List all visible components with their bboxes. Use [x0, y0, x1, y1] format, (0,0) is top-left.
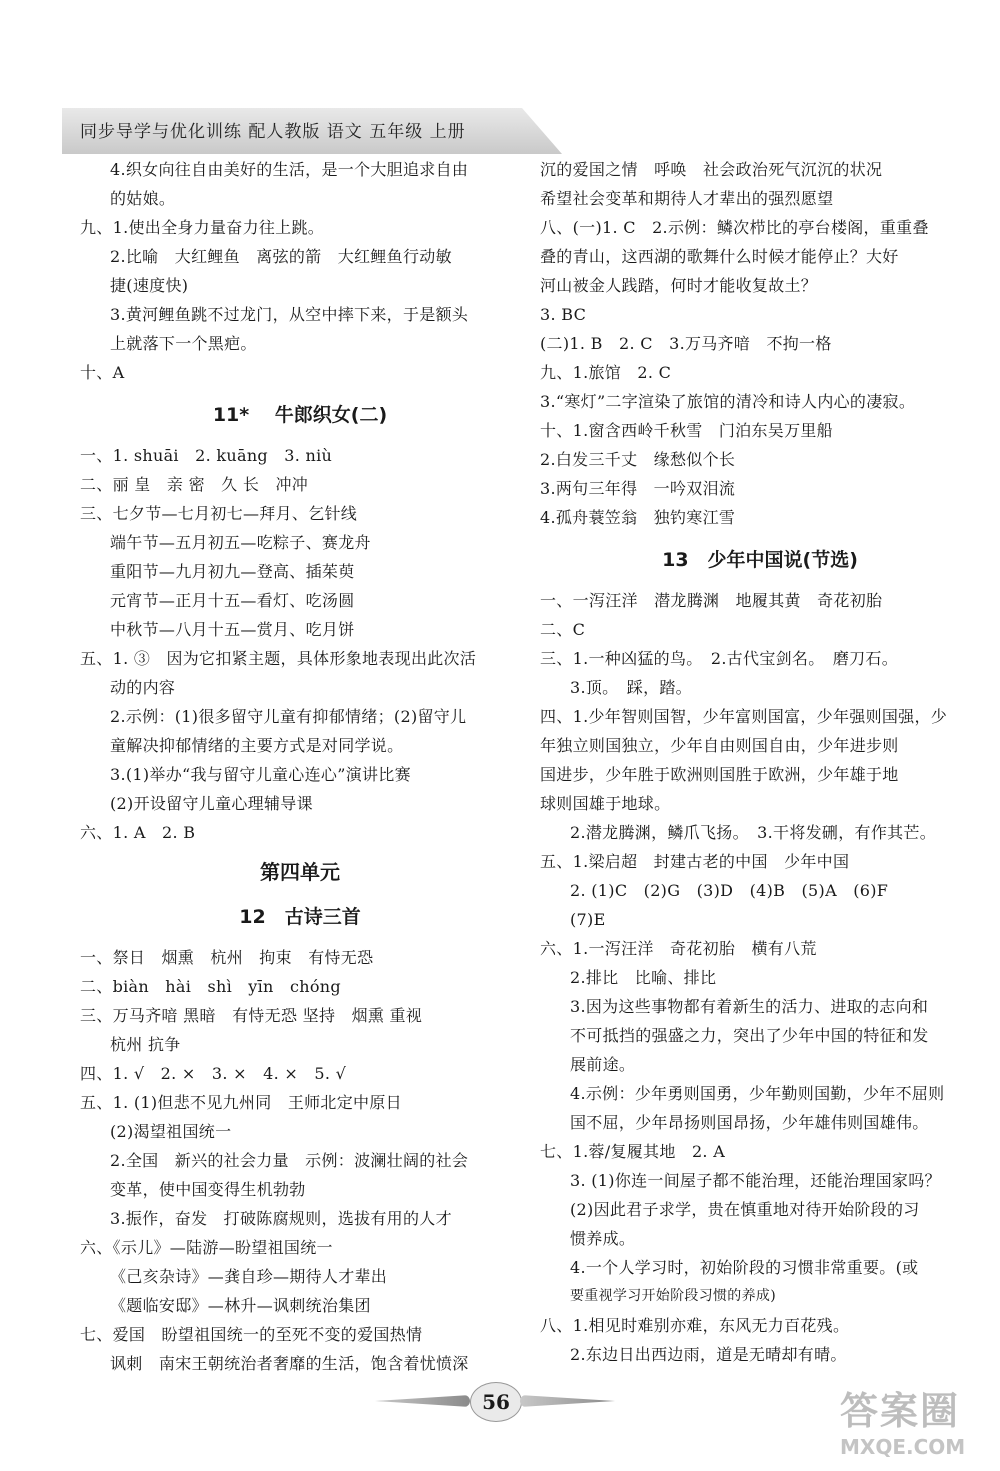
answer-line: (2)渴望祖国统一 — [110, 1122, 232, 1141]
answer-line: 3.两句三年得 一吟双泪流 — [540, 479, 736, 498]
watermark — [840, 1380, 990, 1460]
answer-line: 童解决抑郁情绪的主要方式是对同学说。 — [110, 736, 404, 755]
watermark-url: MXQE.COM — [840, 1435, 966, 1459]
answer-line: (7)E — [570, 910, 606, 929]
page-footer — [375, 1382, 615, 1420]
answer-line: 4.织女向往自由美好的生活，是一个大胆追求自由 — [110, 160, 469, 179]
answer-line: 4.孤舟蓑笠翁 独钓寒江雪 — [540, 508, 736, 527]
answer-line: 3.(1)举办“我与留守儿童心连心”演讲比赛 — [110, 765, 411, 784]
answer-line: 三、七夕节—七月初七—拜月、乞针线 — [80, 504, 358, 523]
answer-line: 七、爱国 盼望祖国统一的至死不变的爱国热情 — [80, 1325, 423, 1344]
answer-line: 五、1. ③ 因为它扣紧主题，具体形象地表现出此次活 — [80, 649, 477, 668]
answer-line: 十、1.窗含西岭千秋雪 门泊东吴万里船 — [540, 421, 833, 440]
answer-line: 3. BC — [540, 305, 587, 324]
answer-line: 不可抵挡的强盛之力，突出了少年中国的特征和发 — [570, 1026, 929, 1045]
answer-line: 捷(速度快) — [110, 276, 189, 295]
answer-line: 2.比喻 大红鲤鱼 离弦的箭 大红鲤鱼行动敏 — [110, 247, 452, 266]
left-column — [80, 155, 520, 1378]
answer-line: 变革，使中国变得生机勃勃 — [110, 1180, 306, 1199]
answer-line: 杭州 抗争 — [110, 1035, 181, 1054]
answer-line: 六、1. A 2. B — [80, 823, 196, 842]
answer-line: 2.白发三千丈 缘愁似个长 — [540, 450, 736, 469]
answer-line: 元宵节—正月十五—看灯、吃汤圆 — [110, 591, 355, 610]
answer-line: 国不屈，少年昂扬则国昂扬，少年雄伟则国雄伟。 — [570, 1113, 929, 1132]
answer-line: 3.顶。 踩，踏。 — [570, 678, 692, 697]
answer-line: 一、一泻汪洋 潜龙腾渊 地履其黄 奇花初胎 — [540, 591, 883, 610]
lesson-heading: 13 少年中国说(节选) — [662, 549, 858, 571]
answer-line: 2.东边日出西边雨，道是无晴却有晴。 — [570, 1345, 847, 1364]
answer-line: 叠的青山，这西湖的歌舞什么时候才能停止？大好 — [540, 247, 899, 266]
answer-line: 上就落下一个黑疤。 — [110, 334, 257, 353]
answer-line: 六、1.一泻汪洋 奇花初胎 横有八荒 — [540, 939, 817, 958]
answer-line: 年独立则国独立，少年自由则国自由，少年进步则 — [540, 736, 899, 755]
footer-ornament-right — [520, 1395, 615, 1407]
answer-line: 4.一个人学习时，初始阶段的习惯非常重要。(或 — [570, 1258, 919, 1277]
answer-line: 2.排比 比喻、排比 — [570, 968, 717, 987]
watermark-logo: 答案圈 — [840, 1389, 961, 1433]
answer-line: (二)1. B 2. C 3.万马齐喑 不拘一格 — [540, 334, 832, 353]
answer-line: 讽刺 南宋王朝统治者奢靡的生活，饱含着忧愤深 — [110, 1354, 469, 1373]
answer-line: 中秋节—八月十五—赏月、吃月饼 — [110, 620, 355, 639]
answer-line: 八、(一)1. C 2.示例：鳞次栉比的亭台楼阁，重重叠 — [540, 218, 929, 237]
answer-line: 一、祭日 烟熏 杭州 拘束 有恃无恐 — [80, 948, 374, 967]
answer-line: 重阳节—九月初九—登高、插茱萸 — [110, 562, 355, 581]
answer-line: 二、丽 皇 亲 密 久 长 冲冲 — [80, 475, 309, 494]
answer-line: 五、1.梁启超 封建古老的中国 少年中国 — [540, 852, 850, 871]
answer-line: 九、1.旅馆 2. C — [540, 363, 672, 382]
answer-line: 沉的爱国之情 呼唤 社会政治死气沉沉的状况 — [540, 160, 883, 179]
answer-line: 3.振作，奋发 打破陈腐规则，选拔有用的人才 — [110, 1209, 452, 1228]
answer-line: 4.示例：少年勇则国勇，少年勤则国勤，少年不屈则 — [570, 1084, 945, 1103]
footer-ornament-left — [375, 1395, 470, 1407]
answer-line: 八、1.相见时难别亦难，东风无力百花残。 — [540, 1316, 850, 1335]
answer-line: 一、1. shuāi 2. kuāng 3. niù — [80, 446, 333, 465]
answer-line: 展前途。 — [570, 1055, 636, 1074]
answer-line: 3. (1)你连一间屋子都不能治理，还能治理国家吗？ — [570, 1171, 941, 1190]
right-column — [540, 155, 980, 1369]
answer-line: 二、C — [540, 620, 586, 639]
answer-line: 十、A — [80, 363, 125, 382]
answer-line: 3.“寒灯”二字渲染了旅馆的清冷和诗人内心的凄寂。 — [540, 392, 916, 411]
answer-line: 2.全国 新兴的社会力量 示例：波澜壮阔的社会 — [110, 1151, 469, 1170]
unit-heading: 第四单元 — [260, 860, 340, 884]
lesson-heading: 11* 牛郎织女(二) — [212, 404, 388, 426]
answer-line: (2)开设留守儿童心理辅导课 — [110, 794, 313, 813]
answer-line: 国进步，少年胜于欧洲则国胜于欧洲，少年雄于地 — [540, 765, 899, 784]
answer-line: 五、1. (1)但悲不见九州同 王师北定中原日 — [80, 1093, 402, 1112]
running-header: 同步导学与优化训练 配人教版 语文 五年级 上册 — [80, 122, 466, 142]
answer-line: 2. (1)C (2)G (3)D (4)B (5)A (6)F — [570, 881, 889, 900]
answer-line: 要重视学习开始阶段习惯的养成) — [570, 1288, 776, 1304]
page-number: 56 — [470, 1382, 522, 1422]
answer-line: (2)因此君子求学，贵在慎重地对待开始阶段的习 — [570, 1200, 920, 1219]
answer-line: 河山被金人践踏，何时才能收复故土？ — [540, 276, 818, 295]
answer-line: 2.示例：(1)很多留守儿童有抑郁情绪；(2)留守儿 — [110, 707, 467, 726]
answer-line: 《己亥杂诗》—龚自珍—期待人才辈出 — [110, 1267, 388, 1286]
answer-line: 六、《示儿》—陆游—盼望祖国统一 — [80, 1238, 333, 1257]
answer-line: 3.因为这些事物都有着新生的活力、进取的志向和 — [570, 997, 929, 1016]
answer-line: 惯养成。 — [570, 1229, 636, 1248]
answer-line: 动的内容 — [110, 678, 176, 697]
answer-line: 三、1.一种凶猛的鸟。 2.古代宝剑名。 磨刀石。 — [540, 649, 899, 668]
answer-line: 四、1. √ 2. × 3. × 4. × 5. √ — [80, 1064, 347, 1083]
answer-line: 3.黄河鲤鱼跳不过龙门，从空中摔下来，于是额头 — [110, 305, 469, 324]
lesson-heading: 12 古诗三首 — [239, 906, 361, 928]
answer-line: 端午节—五月初五—吃粽子、赛龙舟 — [110, 533, 371, 552]
answer-line: 七、1.蓉/复履其地 2. A — [540, 1142, 726, 1161]
answer-line: 球则国雄于地球。 — [540, 794, 671, 813]
answer-line: 2.潜龙腾渊，鳞爪飞扬。 3.干将发硎，有作其芒。 — [570, 823, 937, 842]
answer-line: 四、1.少年智则国智，少年富则国富，少年强则国强，少 — [540, 707, 948, 726]
answer-line: 三、万马齐喑 黑暗 有恃无恐 坚持 烟熏 重视 — [80, 1006, 423, 1025]
answer-line: 希望社会变革和期待人才辈出的强烈愿望 — [540, 189, 834, 208]
answer-line: 《题临安邸》—林升—讽刺统治集团 — [110, 1296, 371, 1315]
answer-line: 的姑娘。 — [110, 189, 176, 208]
answer-line: 九、1.使出全身力量奋力往上跳。 — [80, 218, 325, 237]
answer-line: 二、biàn hài shì yīn chóng — [80, 977, 341, 996]
